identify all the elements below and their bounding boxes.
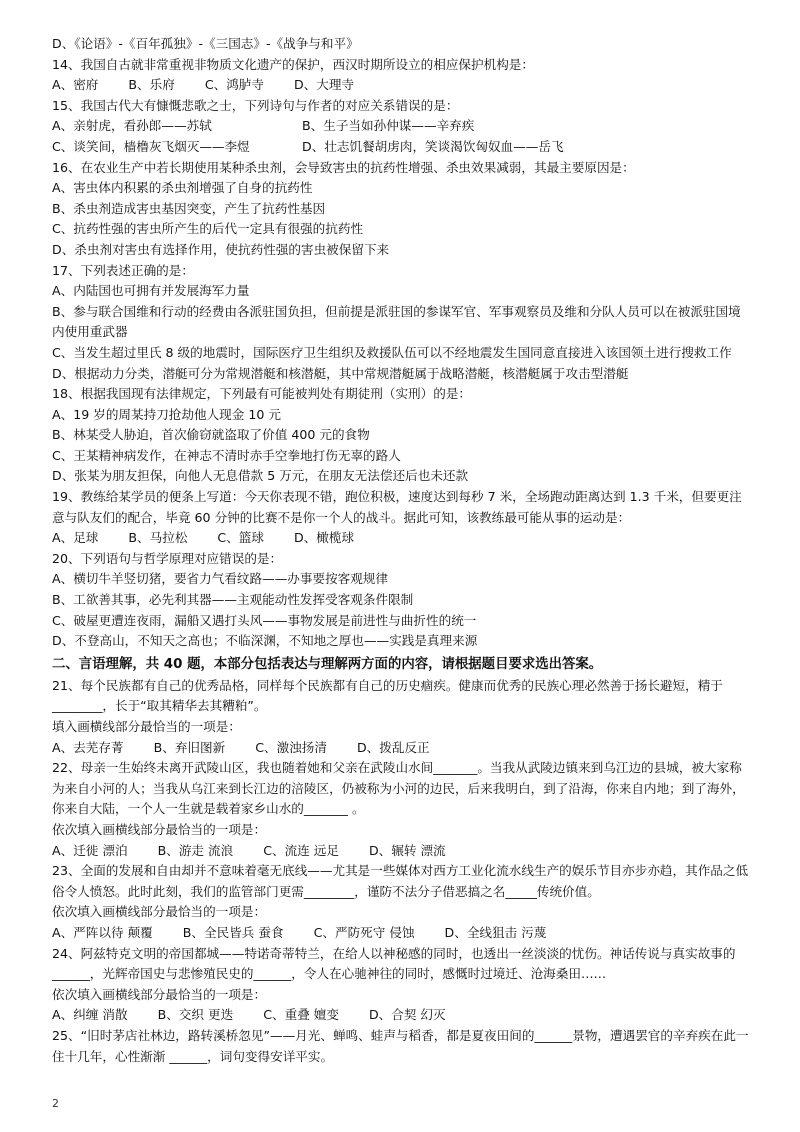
q21-option-c: C、激浊扬清 bbox=[255, 739, 327, 755]
q24-options bbox=[52, 1005, 752, 1026]
q18-option-b: B、林某受人胁迫，首次偷窃就盗取了价值 400 元的食物 bbox=[52, 427, 370, 443]
q14-option-a: A、密府 bbox=[52, 77, 99, 93]
q21-prompt: 填入画横线部分最恰当的一项是： bbox=[52, 719, 241, 734]
q15-options-row2 bbox=[52, 137, 752, 158]
q21-option-a: A、去芜存菁 bbox=[52, 739, 124, 755]
q15-stem: 15、我国古代大有慷慨悲歌之士，下列诗句与作者的对应关系错误的是： bbox=[52, 97, 459, 113]
q21-stem: 21、每个民族都有自己的优秀品格，同样每个民族都有自己的历史痼疾。健康而优秀的民族心理必然善于扬长避短，精于________，长于“取其精华去其糟粕”。 bbox=[52, 677, 723, 714]
q14-stem: 14、我国自古就非常重视非物质文化遗产的保护，西汉时期所设立的相应保护机构是： bbox=[52, 56, 534, 72]
q23-prompt: 依次填入画横线部分最恰当的一项是： bbox=[52, 904, 267, 920]
q18-option-d: D、张某为朋友担保，向他人无息借款 5 万元，在朋友无法偿还后也未还款 bbox=[52, 468, 469, 484]
q14-option-b: B、乐府 bbox=[128, 77, 175, 93]
section-heading: 二、言语理解，共 40 题，本部分包括表达与理解两方面的内容，请根据题目要求选出答案。 bbox=[52, 656, 603, 672]
q20-stem: 20、下列语句与哲学原理对应错误的是： bbox=[52, 550, 283, 566]
document-page bbox=[52, 34, 752, 1067]
q18-stem: 18、根据我国现有法律规定，下列最有可能被判处有期徒刑（实刑）的是： bbox=[52, 386, 472, 402]
q24-option-a: A、纠缠 消散 bbox=[52, 1007, 128, 1023]
q22-stem: 22、母亲一生始终未离开武陵山区，我也随着她和父亲在武陵山水间_______。当我从武陵边镇来到乌江边的县城，被大家称为来自小河的人；当我从乌江来到长江边的涪陵区，仍被称为小河的边民，后来我明白，到了沿海，你来自内地；到了海外，你来自大陆，一个人一生就是载着家乡山水的_______ 。 bbox=[52, 760, 745, 817]
q24-option-d: D、合契 幻灭 bbox=[368, 1007, 446, 1023]
q21-option-b: B、弃旧图新 bbox=[153, 739, 226, 755]
q23-option-a: A、严阵以待 颠覆 bbox=[52, 924, 153, 940]
q25-stem: 25、“旧时茅店社林边，路转溪桥忽见”——月光、蝉鸣、蛙声与稻香，都是夏夜田间的______景物，遭遇罢官的辛弃疾在此一住十几年，心性渐渐 ______，词句变得安详平实。 bbox=[52, 1027, 749, 1064]
q19-option-a: A、足球 bbox=[52, 530, 99, 546]
q15-option-a: A、亲射虎，看孙郎——苏轼 bbox=[52, 118, 212, 134]
q16-option-d: D、杀虫剂对害虫有选择作用，使抗药性强的害虫被保留下来 bbox=[52, 241, 390, 257]
q23-option-c: C、严防死守 侵蚀 bbox=[313, 924, 415, 940]
q24-stem: 24、阿兹特克文明的帝国都城——特诺奇蒂特兰，在给人以神秘感的同时，也透出一丝淡淡的忧伤。神话传说与真实故事的______，光辉帝国史与悲惨殖民史的______，令人在心驰神往的同时，感慨时过境迁、沧海桑田…… bbox=[52, 945, 736, 982]
q19-option-d: D、橄榄球 bbox=[294, 530, 355, 546]
q19-options bbox=[52, 528, 752, 549]
q15-option-b: B、生子当如孙仲谋——辛弃疾 bbox=[302, 118, 475, 134]
q15-options-row1 bbox=[52, 116, 752, 137]
q23-options bbox=[52, 923, 752, 944]
q18-option-c: C、王某精神病发作，在神志不清时赤手空拳地打伤无辜的路人 bbox=[52, 447, 401, 463]
q22-option-a: A、迁徙 漂泊 bbox=[52, 842, 128, 858]
q14-option-c: C、鸿胪寺 bbox=[204, 77, 264, 93]
q16-option-b: B、杀虫剂造成害虫基因突变，产生了抗药性基因 bbox=[52, 200, 326, 216]
q15-option-d: D、壮志饥餐胡虏肉，笑谈渴饮匈奴血——岳飞 bbox=[302, 138, 564, 154]
q24-prompt: 依次填入画横线部分最恰当的一项是： bbox=[52, 986, 267, 1002]
q19-option-c: C、篮球 bbox=[217, 530, 264, 546]
q20-option-c: C、破屋更遭连夜雨，漏船又遇打头风——事物发展是前进性与曲折性的统一 bbox=[52, 612, 477, 628]
q17-option-c: C、当发生超过里氏 8 级的地震时，国际医疗卫生组织及救援队伍可以不经地震发生国同意直接进入该国领土进行搜救工作 bbox=[52, 344, 732, 360]
q21-options bbox=[52, 738, 752, 759]
q16-stem: 16、在农业生产中若长期使用某种杀虫剂，会导致害虫的抗药性增强、杀虫效果减弱，其最主要原因是： bbox=[52, 159, 635, 175]
q15-option-c: C、谈笑间，樯橹灰飞烟灭——李煜 bbox=[52, 138, 250, 154]
q14-options bbox=[52, 75, 752, 96]
q16-option-a: A、害虫体内积累的杀虫剂增强了自身的抗药性 bbox=[52, 180, 313, 196]
q20-option-b: B、工欲善其事，必先利其器——主观能动性发挥受客观条件限制 bbox=[52, 592, 414, 608]
q22-prompt: 依次填入画横线部分最恰当的一项是： bbox=[52, 821, 267, 837]
q24-option-c: C、重叠 嬗变 bbox=[263, 1007, 339, 1023]
q22-options bbox=[52, 841, 752, 862]
q23-stem: 23、全面的发展和自由却并不意味着毫无底线——尤其是一些媒体对西方工业化流水线生产的娱乐节目亦步亦趋，其作品之低俗令人愤怒。此时此刻，我们的监管部门更需________，谨防不法分子借恶搞之名_____传统价值。 bbox=[52, 863, 749, 899]
q19-option-b: B、马拉松 bbox=[128, 530, 188, 546]
q22-option-d: D、辗转 漂流 bbox=[368, 842, 446, 858]
q20-option-a: A、横切牛羊竖切猪，要省力气看纹路——办事要按客观规律 bbox=[52, 571, 389, 587]
q23-option-b: B、全民皆兵 蚕食 bbox=[182, 924, 284, 940]
page-number: 2 bbox=[52, 1097, 59, 1110]
q18-option-a: A、19 岁的周某持刀抢劫他人现金 10 元 bbox=[52, 406, 281, 422]
q22-option-c: C、流连 远足 bbox=[263, 842, 339, 858]
q22-option-b: B、游走 流浪 bbox=[157, 842, 234, 858]
q17-option-d: D、根据动力分类，潜艇可分为常规潜艇和核潜艇，其中常规潜艇属于战略潜艇，核潜艇属于攻击型潜艇 bbox=[52, 365, 629, 381]
q14-option-d: D、大理寺 bbox=[294, 77, 355, 93]
q23-option-d: D、全线狙击 污蔑 bbox=[444, 924, 547, 940]
q17-option-b: B、参与联合国维和行动的经费由各派驻国负担，但前提是派驻国的参谋军官、军事观察员及维和分队人员可以在被派驻国境内使用重武器 bbox=[52, 303, 741, 340]
q19-stem: 19、教练给某学员的便条上写道：今天你表现不错，跑位积极，速度达到每秒 7 米，全场跑动距离达到 1.3 千米，但要更注意与队友们的配合，毕竟 60 分钟的比赛不是你一个人的战斗。据此可知，该教练最可能从事的运动是： bbox=[52, 489, 742, 525]
q17-option-a: A、内陆国也可拥有并发展海军力量 bbox=[52, 283, 250, 299]
q17-stem: 17、下列表述正确的是： bbox=[52, 262, 194, 278]
q21-option-d: D、拨乱反正 bbox=[356, 739, 430, 755]
q16-option-c: C、抗药性强的害虫所产生的后代一定具有很强的抗药性 bbox=[52, 221, 364, 237]
q24-option-b: B、交织 更迭 bbox=[157, 1007, 234, 1023]
q13-option-d: D、《论语》-《百年孤独》-《三国志》-《战争与和平》 bbox=[52, 36, 359, 51]
q20-option-d: D、不登高山，不知天之高也；不临深渊，不知地之厚也——实践是真理来源 bbox=[52, 633, 478, 649]
